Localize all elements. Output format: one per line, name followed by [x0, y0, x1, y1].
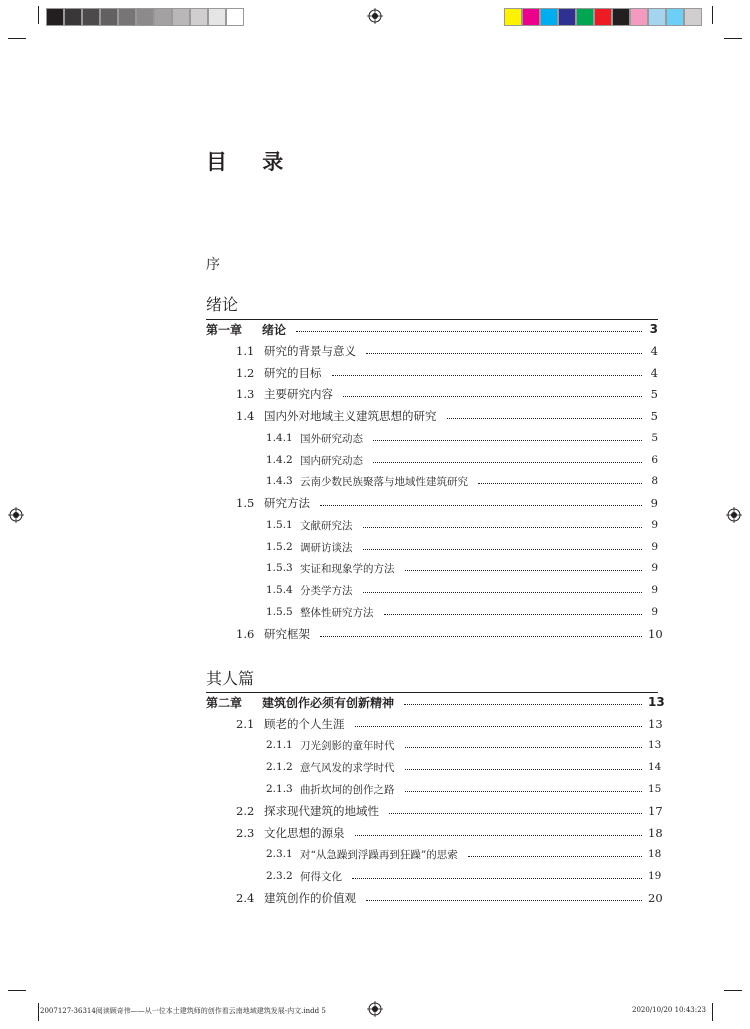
entry-page: 5 — [650, 387, 658, 401]
entry-page: 3 — [649, 322, 658, 336]
entry-label: 意气风发的求学时代 — [300, 761, 395, 774]
toc-entry[interactable] — [206, 802, 663, 820]
entry-page: 4 — [650, 366, 658, 380]
toc-entry[interactable] — [206, 845, 662, 863]
print-timestamp: 2020/10/20 10:43:23 — [632, 1006, 707, 1014]
entry-label: 文化思想的源泉 — [264, 826, 345, 840]
entry-number: 1.4.1 — [266, 432, 293, 444]
entry-page: 20 — [648, 891, 663, 905]
entry-number: 2.3.1 — [266, 848, 293, 860]
toc-entry[interactable] — [206, 559, 658, 577]
entry-label: 国内研究动态 — [300, 454, 363, 467]
entry-page: 9 — [651, 519, 658, 531]
toc-entry[interactable] — [206, 385, 658, 403]
entry-number: 1.4.2 — [266, 454, 293, 466]
crop-mark-bottom-right-h — [724, 990, 742, 991]
crop-mark-top-left-v — [38, 6, 39, 24]
entry-page: 4 — [650, 344, 658, 358]
registration-target-icon — [8, 507, 24, 523]
crop-mark-bottom-left-h — [8, 990, 26, 991]
leader-dots — [405, 746, 643, 748]
entry-page: 9 — [651, 584, 658, 596]
color-swatch — [100, 8, 118, 26]
entry-label: 整体性研究方法 — [300, 606, 374, 619]
toc-entry[interactable] — [206, 342, 658, 360]
toc-entry[interactable] — [206, 824, 663, 842]
color-swatch — [154, 8, 172, 26]
entry-page: 14 — [648, 761, 662, 773]
leader-dots — [363, 526, 643, 528]
color-swatch — [64, 8, 82, 26]
entry-number: 2.2 — [236, 804, 255, 818]
toc-entry[interactable] — [206, 451, 658, 469]
entry-label: 建筑创作必须有创新精神 — [262, 695, 395, 710]
leader-dots — [363, 591, 643, 593]
entry-label: 主要研究内容 — [264, 387, 333, 401]
entry-page: 9 — [650, 496, 658, 510]
entry-number: 2.1.2 — [266, 761, 293, 773]
leader-dots — [405, 790, 643, 792]
leader-dots — [404, 703, 642, 705]
registration-target-icon — [367, 1001, 383, 1017]
entry-page: 9 — [651, 606, 658, 618]
leader-dots — [468, 855, 642, 857]
entry-number: 1.5.5 — [266, 606, 293, 618]
entry-page: 10 — [648, 627, 663, 641]
file-slug: 2007127-36314阅读顾奇伟——从一位本土建筑师的创作看云南地域建筑发展-内文.indd 5 — [40, 1007, 326, 1015]
entry-number: 1.2 — [236, 366, 255, 380]
entry-label: 刀光剑影的童年时代 — [300, 739, 395, 752]
leader-dots — [332, 374, 643, 376]
entry-number: 2.4 — [236, 891, 255, 905]
entry-label: 绪论 — [262, 322, 287, 337]
leader-dots — [447, 417, 643, 419]
leader-dots — [384, 613, 643, 615]
crop-mark-top-right-v — [712, 6, 713, 24]
toc-entry[interactable] — [206, 889, 663, 907]
entry-number: 2.3 — [236, 826, 255, 840]
leader-dots — [320, 635, 642, 637]
crop-mark-top-right-h — [724, 38, 742, 39]
toc-entry[interactable] — [206, 320, 658, 338]
color-swatch — [118, 8, 136, 26]
entry-label: 研究框架 — [264, 627, 310, 641]
entry-number: 2.1 — [236, 717, 255, 731]
entry-number: 第一章 — [206, 322, 243, 337]
color-swatch — [46, 8, 64, 26]
entry-page: 13 — [648, 717, 663, 731]
leader-dots — [478, 482, 642, 484]
entry-number: 1.6 — [236, 627, 255, 641]
entry-number: 1.1 — [236, 344, 255, 358]
entry-page: 15 — [648, 783, 662, 795]
part-heading-intro: 绪论 — [206, 295, 239, 314]
leader-dots — [320, 504, 642, 506]
entry-label: 国外研究动态 — [300, 432, 363, 445]
crop-mark-bottom-right-v — [712, 1003, 713, 1021]
entry-label: 建筑创作的价值观 — [264, 891, 356, 905]
registration-target-icon — [726, 507, 742, 523]
toc-entry[interactable] — [206, 693, 665, 711]
leader-dots — [373, 439, 642, 441]
crop-mark-bottom-left-v — [38, 1003, 39, 1021]
color-swatch — [172, 8, 190, 26]
entry-page: 13 — [648, 739, 662, 751]
leader-dots — [355, 725, 643, 727]
entry-number: 1.5.3 — [266, 562, 293, 574]
entry-label: 云南少数民族聚落与地域性建筑研究 — [300, 475, 468, 488]
entry-label: 研究的目标 — [264, 366, 322, 380]
entry-page: 19 — [648, 870, 662, 882]
leader-dots — [363, 548, 643, 550]
entry-label: 实证和现象学的方法 — [300, 562, 395, 575]
toc-entry[interactable] — [206, 867, 662, 885]
entry-label: 分类学方法 — [300, 584, 353, 597]
entry-label: 探求现代建筑的地域性 — [264, 804, 379, 818]
entry-number: 1.5 — [236, 496, 255, 510]
toc-entry[interactable] — [206, 736, 662, 754]
entry-label: 曲折坎坷的创作之路 — [300, 783, 395, 796]
leader-dots — [296, 330, 642, 332]
part-heading-person: 其人篇 — [206, 669, 255, 688]
entry-page: 13 — [648, 695, 665, 709]
entry-label: 文献研究法 — [300, 519, 353, 532]
entry-number: 2.3.2 — [266, 870, 293, 882]
entry-label: 对“从急躁到浮躁再到狂躁”的思索 — [300, 848, 458, 861]
entry-number: 1.5.2 — [266, 541, 293, 553]
toc-entry[interactable] — [206, 429, 658, 447]
entry-number: 1.4.3 — [266, 475, 293, 487]
entry-label: 研究的背景与意义 — [264, 344, 356, 358]
entry-page: 6 — [651, 454, 658, 466]
entry-label: 顾老的个人生涯 — [264, 717, 345, 731]
leader-dots — [366, 352, 642, 354]
toc-entry[interactable] — [206, 603, 658, 621]
leader-dots — [405, 768, 643, 770]
entry-number: 2.1.3 — [266, 783, 293, 795]
leader-dots — [405, 569, 643, 571]
entry-page: 5 — [650, 409, 658, 423]
toc-entry[interactable] — [206, 625, 663, 643]
toc-entry[interactable] — [206, 407, 658, 425]
color-swatch — [666, 8, 684, 26]
entry-page: 8 — [651, 475, 658, 487]
entry-page: 9 — [651, 562, 658, 574]
entry-number: 1.5.4 — [266, 584, 293, 596]
crop-mark-top-left-h — [8, 38, 26, 39]
toc-entry[interactable] — [206, 715, 663, 733]
toc-entry[interactable] — [206, 364, 658, 382]
toc-entry[interactable] — [206, 758, 662, 776]
leader-dots — [389, 812, 642, 814]
entry-label: 研究方法 — [264, 496, 310, 510]
entry-label: 国内外对地域主义建筑思想的研究 — [264, 409, 437, 423]
entry-number: 第二章 — [206, 695, 243, 710]
toc-entry[interactable] — [206, 538, 658, 556]
toc-entry[interactable] — [206, 472, 658, 490]
entry-number: 1.3 — [236, 387, 255, 401]
color-swatch — [82, 8, 100, 26]
leader-dots — [352, 877, 642, 879]
table-of-contents — [206, 0, 665, 1000]
entry-page: 18 — [648, 848, 662, 860]
toc-entry[interactable] — [206, 494, 658, 512]
entry-page: 17 — [648, 804, 663, 818]
entry-number: 2.1.1 — [266, 739, 293, 751]
page-title: 目 录 — [206, 150, 298, 174]
entry-page: 9 — [651, 541, 658, 553]
entry-page: 5 — [651, 432, 658, 444]
preface-heading: 序 — [206, 257, 220, 273]
entry-label: 何得文化 — [300, 870, 342, 883]
leader-dots — [366, 899, 642, 901]
toc-entry[interactable] — [206, 581, 658, 599]
entry-label: 调研访谈法 — [300, 541, 353, 554]
color-swatch — [684, 8, 702, 26]
color-swatch — [136, 8, 154, 26]
toc-entry[interactable] — [206, 780, 662, 798]
leader-dots — [355, 834, 643, 836]
entry-number: 1.4 — [236, 409, 255, 423]
toc-entry[interactable] — [206, 516, 658, 534]
entry-number: 1.5.1 — [266, 519, 293, 531]
entry-page: 18 — [648, 826, 663, 840]
leader-dots — [373, 461, 642, 463]
leader-dots — [343, 395, 642, 397]
